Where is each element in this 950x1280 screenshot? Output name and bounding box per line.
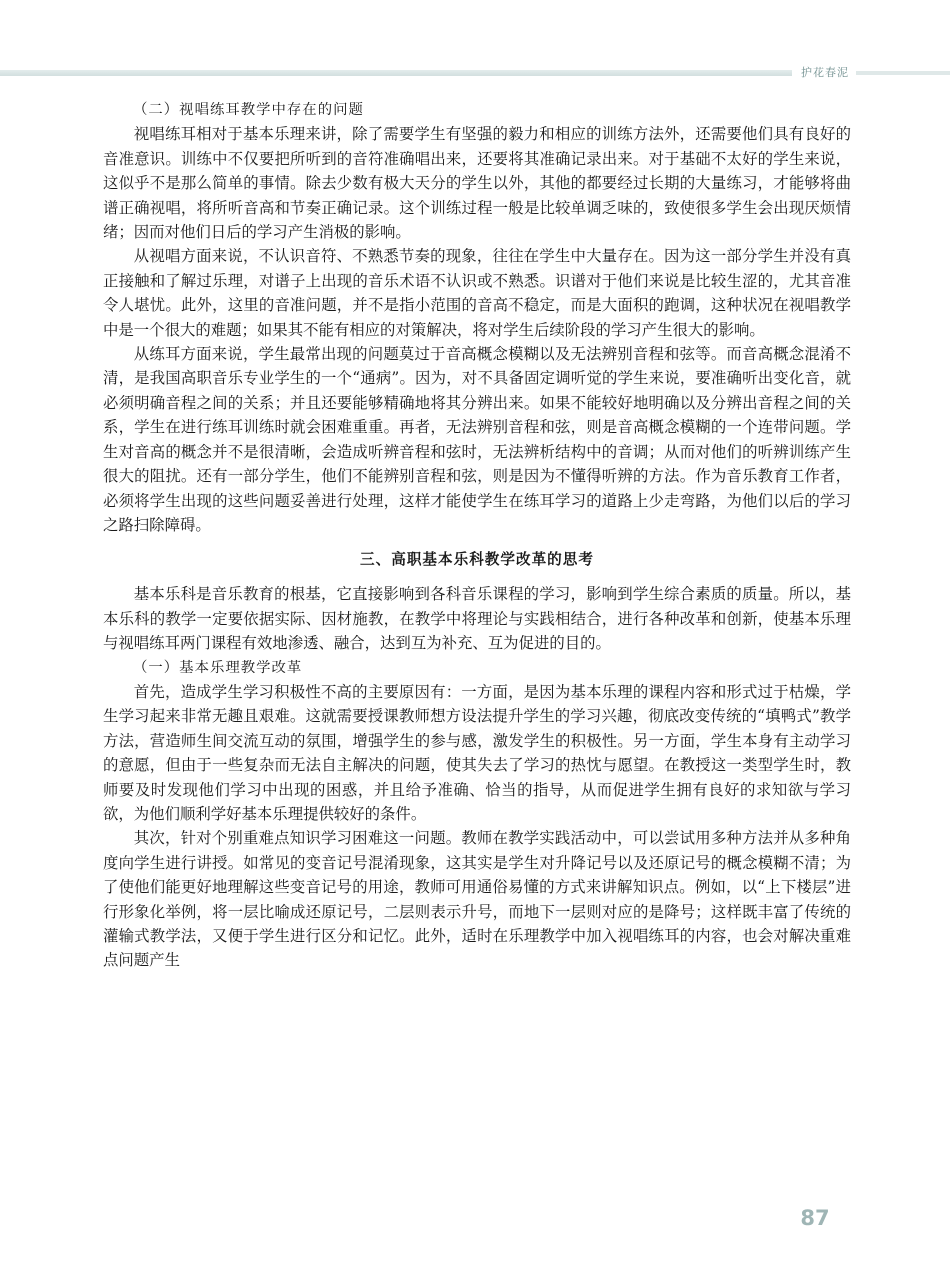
page-number: 87 <box>800 1206 830 1230</box>
paragraph: 视唱练耳相对于基本乐理来讲，除了需要学生有坚强的毅力和相应的训练方法外，还需要他们具有良好的音准意识。训练中不仅要把所听到的音符准确唱出来，还要将其准确记录出来。对于基础不太好的学生来说，这似乎不是那么简单的事情。除去少数有极大天分的学生以外，其他的都要经过长期的大量练习，才能够将曲谱正确视唱，将所听音高和节奏正确记录。这个训练过程一般是比较单调乏味的，致使很多学生会出现厌烦情绪；因而对他们日后的学习产生消极的影响。 <box>103 125 851 242</box>
article-body <box>103 98 851 973</box>
section-title: 三、高职基本乐科教学改革的思考 <box>360 551 594 569</box>
running-head: 护花春泥 <box>801 66 849 79</box>
paragraph: 首先，造成学生学习积极性不高的主要原因有：一方面，是因为基本乐理的课程内容和形式过于枯燥，学生学习起来非常无趣且艰难。这就需要授课教师想方设法提升学生的学习兴趣，彻底改变传统的“填鸭式”教学方法，营造师生间交流互动的氛围，增强学生的参与感，激发学生的积极性。另一方面，学生本身有主动学习的意愿，但由于一些复杂而无法自主解决的问题，使其失去了学习的热忱与愿望。在教授这一类型学生时，教师要及时发现他们学习中出现的困惑，并且给予准确、恰当的指导，从而促进学生拥有良好的求知欲与学习欲，为他们顺利学好基本乐理提供较好的条件。 <box>103 682 851 823</box>
paragraph: 从视唱方面来说，不认识音符、不熟悉节奏的现象，往往在学生中大量存在。因为这一部分学生并没有真正接触和了解过乐理，对谱子上出现的音乐术语不认识或不熟悉。识谱对于他们来说是比较生涩的，尤其音准令人堪忧。此外，这里的音准问题，并不是指小范围的音高不稳定，而是大面积的跑调，这种状况在视唱教学中是一个很大的难题；如果其不能有相应的对策解决，将对学生后续阶段的学习产生很大的影响。 <box>103 247 851 339</box>
subheading-music-theory-reform: （一）基本乐理教学改革 <box>133 659 303 676</box>
header-rule <box>0 70 792 76</box>
paragraph: 基本乐科是音乐教育的根基，它直接影响到各科音乐课程的学习，影响到学生综合素质的质量。所以，基本乐科的教学一定要依据实际、因材施教，在教学中将理论与实践相结合，进行各种改革和创新，使基本乐理与视唱练耳两门课程有效地渗透、融合，达到互为补充、互为促进的目的。 <box>103 585 851 653</box>
paragraph: 其次，针对个别重难点知识学习困难这一问题。教师在教学实践活动中，可以尝试用多种方法并从多种角度向学生进行讲授。如常见的变音记号混淆现象，这其实是学生对升降记号以及还原记号的概念模糊不清；为了使他们能更好地理解这些变音记号的用途，教师可用通俗易懂的方式来讲解知识点。例如，以“上下楼层”进行形象化举例，将一层比喻成还原记号，二层则表示升号，而地下一层则对应的是降号；这样既丰富了传统的灌输式教学法，又便于学生进行区分和记忆。此外，适时在乐理教学中加入视唱练耳的内容，也会对解决重难点问题产生 <box>103 829 851 970</box>
header-rule-right <box>856 71 950 75</box>
subheading-sight-singing-problems: （二）视唱练耳教学中存在的问题 <box>133 102 364 118</box>
paragraph: 从练耳方面来说，学生最常出现的问题莫过于音高概念模糊以及无法辨别音程和弦等。而音高概念混淆不清，是我国高职音乐专业学生的一个“通病”。因为，对不具备固定调听觉的学生来说，要准确听出变化音，就必须明确音程之间的关系；并且还要能够精确地将其分辨出来。如果不能较好地明确以及分辨出音程之间的关系，学生在进行练耳训练时就会困难重重。再者，无法辨别音程和弦，则是音高概念模糊的一个连带问题。学生对音高的概念并不是很清晰，会造成听辨音程和弦时，无法辨析结构中的音调；从而对他们的听辨训练产生很大的阻扰。还有一部分学生，他们不能辨别音程和弦，则是因为不懂得听辨的方法。作为音乐教育工作者，必须将学生出现的这些问题妥善进行处理，这样才能使学生在练耳学习的道路上少走弯路，为他们以后的学习之路扫除障碍。 <box>103 345 851 534</box>
